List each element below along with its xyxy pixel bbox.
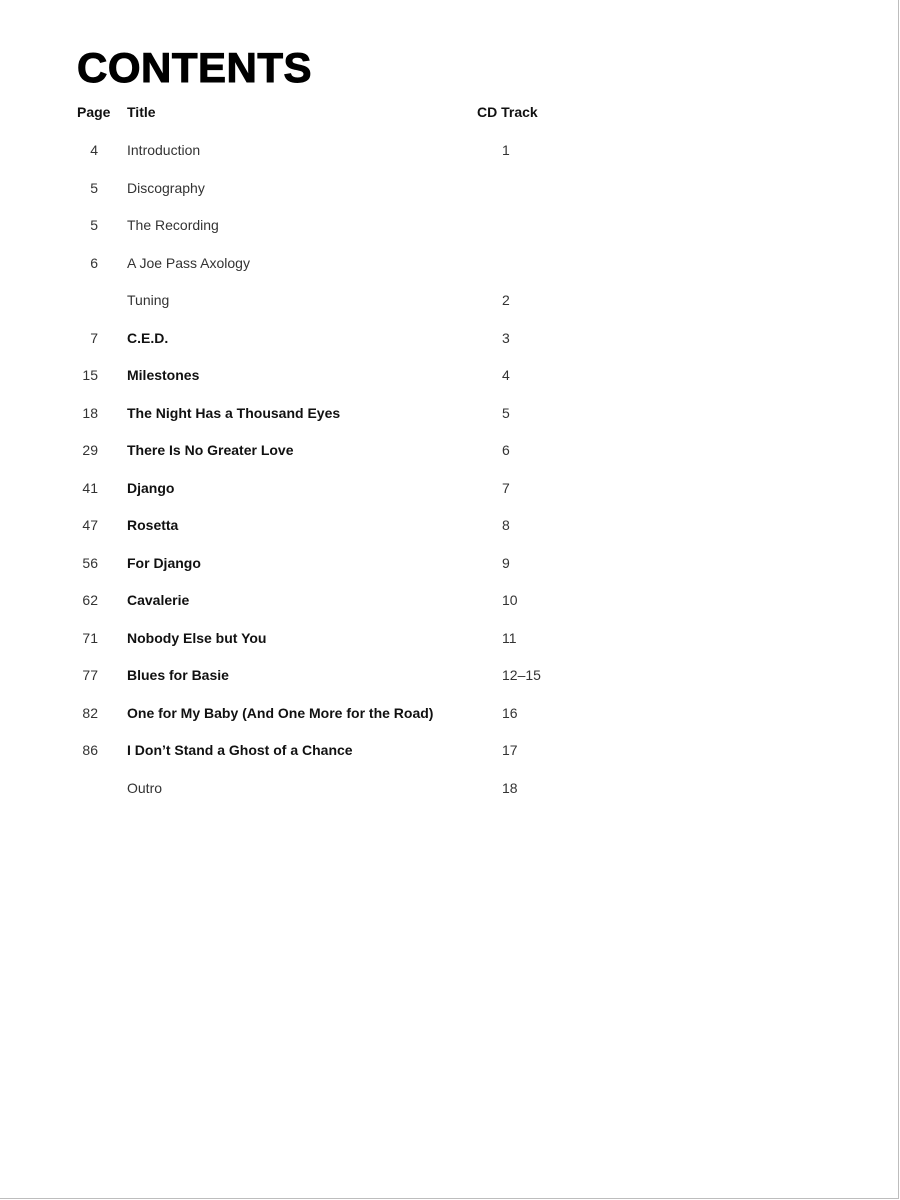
entry-cd-track: 7 <box>502 479 510 496</box>
contents-row <box>0 141 700 179</box>
entry-cd-track: 9 <box>502 554 510 571</box>
column-header-page: Page <box>77 104 111 120</box>
entry-page-number: 5 <box>90 179 98 196</box>
contents-row <box>0 741 700 779</box>
entry-page-number: 71 <box>82 629 98 646</box>
entry-title: I Don’t Stand a Ghost of a Chance <box>127 742 353 758</box>
entry-title: For Django <box>127 554 201 571</box>
entry-title: One for My Baby (And One More for the Road) <box>127 704 434 721</box>
contents-row <box>0 404 700 442</box>
entry-page-number: 82 <box>82 704 98 721</box>
entry-cd-track: 1 <box>502 142 510 158</box>
column-header-cd-track: CD Track <box>477 104 538 120</box>
entry-cd-track: 11 <box>502 629 517 646</box>
entry-cd-track: 18 <box>502 779 518 796</box>
entry-page-number: 18 <box>82 404 98 421</box>
entry-cd-track: 3 <box>502 329 510 346</box>
contents-row <box>0 441 700 479</box>
contents-row <box>0 666 700 704</box>
contents-row <box>0 591 700 629</box>
entry-cd-track: 2 <box>502 292 510 308</box>
contents-row <box>0 329 700 367</box>
contents-row <box>0 554 700 592</box>
entry-page-number: 29 <box>82 442 98 458</box>
page-title: CONTENTS <box>77 44 312 91</box>
contents-row <box>0 291 700 329</box>
entry-title: Cavalerie <box>127 592 190 608</box>
entry-cd-track: 17 <box>502 742 518 758</box>
entry-page-number: 6 <box>90 254 98 271</box>
entry-cd-track: 12–15 <box>502 667 541 683</box>
entry-title: There Is No Greater Love <box>127 442 294 458</box>
entry-title: Django <box>127 479 175 496</box>
entry-title: Outro <box>127 779 163 796</box>
entry-title: Blues for Basie <box>127 667 229 683</box>
entry-page-number: 41 <box>82 479 98 496</box>
entry-cd-track: 10 <box>502 592 518 608</box>
entry-title: The Recording <box>127 217 219 233</box>
entry-page-number: 56 <box>82 554 98 571</box>
entry-title: Milestones <box>127 367 200 383</box>
entry-title: Nobody Else but You <box>127 629 267 646</box>
entry-page-number: 77 <box>82 667 98 683</box>
contents-row <box>0 254 700 292</box>
contents-row <box>0 629 700 667</box>
entry-cd-track: 16 <box>502 704 518 721</box>
entry-cd-track: 6 <box>502 442 510 458</box>
entry-title: Discography <box>127 179 205 196</box>
entry-cd-track: 4 <box>502 367 510 383</box>
column-header-title: Title <box>127 104 156 120</box>
entry-title: C.E.D. <box>127 329 169 346</box>
contents-row <box>0 479 700 517</box>
contents-row <box>0 366 700 404</box>
entry-cd-track: 8 <box>502 517 510 533</box>
entry-title: The Night Has a Thousand Eyes <box>127 404 341 421</box>
entry-page-number: 4 <box>90 142 98 158</box>
entry-title: Introduction <box>127 142 201 158</box>
contents-row <box>0 179 700 217</box>
entry-cd-track: 5 <box>502 404 510 421</box>
entry-page-number: 86 <box>82 742 98 758</box>
entry-title: Tuning <box>127 292 170 308</box>
entry-page-number: 5 <box>90 217 98 233</box>
entry-title: A Joe Pass Axology <box>127 254 250 271</box>
contents-row <box>0 516 700 554</box>
entry-page-number: 15 <box>82 367 98 383</box>
contents-row <box>0 779 700 817</box>
entry-page-number: 7 <box>90 329 98 346</box>
entry-title: Rosetta <box>127 517 179 533</box>
entry-page-number: 47 <box>82 517 98 533</box>
contents-row <box>0 704 700 742</box>
contents-list <box>0 141 700 816</box>
entry-page-number: 62 <box>82 592 98 608</box>
contents-row <box>0 216 700 254</box>
